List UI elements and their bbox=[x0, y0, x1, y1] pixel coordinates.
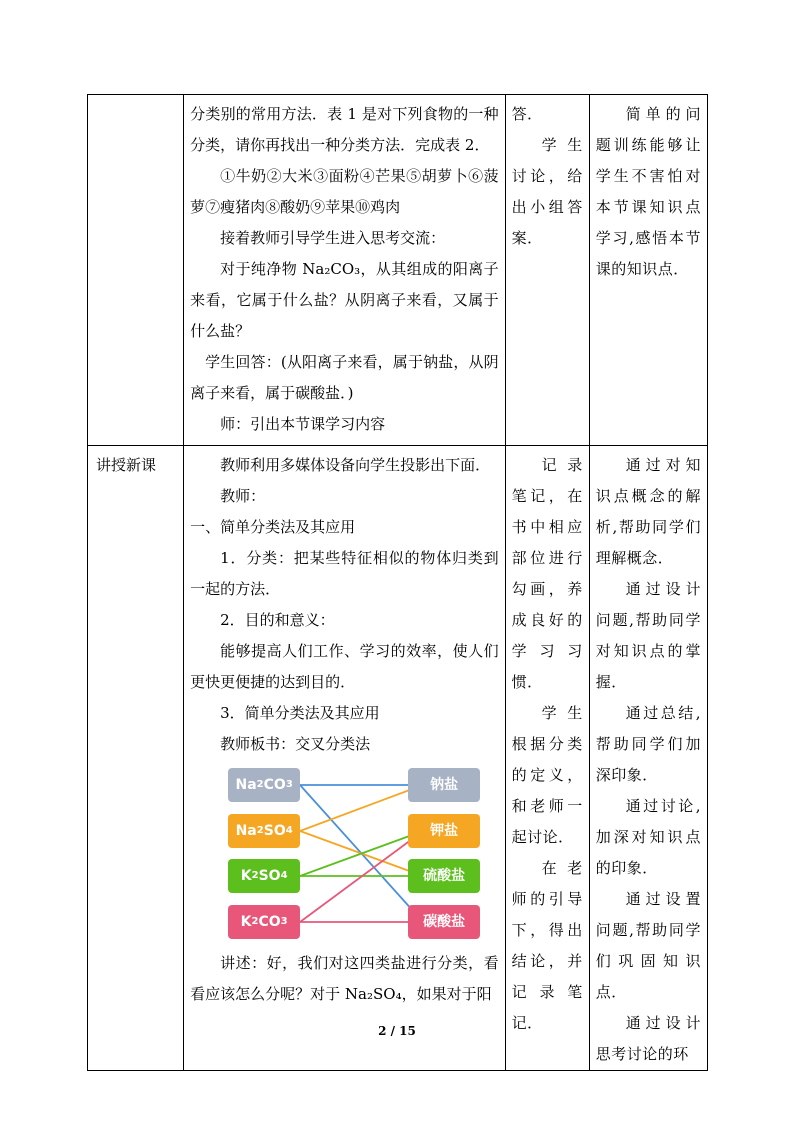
stage-label: 讲授新课 bbox=[96, 456, 157, 474]
student-text: 记录笔记，在书中相应部位进行勾画，养成良好的学习习惯． bbox=[511, 456, 583, 691]
intent-text: 简单的问题训练能够让学生不害怕对本节课知识点学习,感悟本节课的知识点． bbox=[595, 105, 701, 278]
student-text: 答． bbox=[511, 105, 543, 123]
content-text: 教师： bbox=[220, 487, 266, 505]
intent-text: 通过总结,帮助同学们加深印象． bbox=[595, 704, 701, 784]
table-row bbox=[88, 446, 708, 1071]
k2co3-box: K 2 CO 3 bbox=[228, 905, 300, 939]
content-text: 能够提高人们工作、学习的效率，使人们更快更便捷的达到目的． bbox=[190, 642, 499, 691]
student-text: 学生讨论，给出小组答案． bbox=[511, 136, 583, 247]
table-row bbox=[88, 95, 708, 446]
line-na2so4-sodium bbox=[300, 785, 423, 831]
student-activity-cell bbox=[505, 95, 589, 446]
content-text: 1．分类：把某些特征相似的物体归类到一起的方法． bbox=[190, 549, 499, 598]
intent-text: 通过设置问题,帮助同学们巩固知识点． bbox=[595, 890, 701, 1001]
food-list: ①牛奶②大米③面粉④芒果⑤胡萝卜⑥菠萝⑦瘦猪肉⑧酸奶⑨苹果⑩鸡肉 bbox=[190, 167, 499, 216]
content-text: 2．目的和意义： bbox=[220, 611, 335, 629]
content-text: 讲述：好，我们对这四类盐进行分类，看看应该怎么分呢？对于 Na₂SO₄，如果对于阳 bbox=[190, 954, 499, 1003]
student-text: 学生根据分类的定义，和老师一起讨论． bbox=[511, 704, 583, 846]
intent-text: 通过设计问题,帮助同学对知识点的掌握． bbox=[595, 580, 701, 691]
k2so4-box: K 2 SO 4 bbox=[228, 859, 300, 893]
student-answer-text: 学生回答：(从阳离子来看，属于钠盐，从阴离子来看，属于碳酸盐．) bbox=[190, 353, 499, 402]
page-number: 2 / 15 bbox=[378, 1024, 416, 1038]
na2co3-box: Na 2 CO 3 bbox=[228, 768, 300, 802]
stage-cell bbox=[88, 446, 184, 1071]
intent-text: 通过讨论,加深对知识点的印象． bbox=[595, 797, 701, 877]
question-text: 对于纯净物 Na₂CO₃，从其组成的阳离子来看，它属于什么盐？从阴离子来看，又属于什么盐？ bbox=[190, 260, 499, 340]
sulfate-salt-box: 硫酸盐 bbox=[408, 859, 480, 893]
content-text: 师：引出本节课学习内容 bbox=[220, 415, 386, 433]
na2so4-box: Na 2 SO 4 bbox=[228, 814, 300, 848]
content-text: 教师板书：交叉分类法 bbox=[220, 735, 371, 753]
content-text: 接着教师引导学生进入思考交流： bbox=[220, 229, 446, 247]
cross-classification-diagram bbox=[218, 764, 498, 944]
teacher-activity-cell bbox=[184, 95, 506, 446]
intent-text: 通过设计思考讨论的环 bbox=[595, 1014, 701, 1063]
potassium-salt-box: 钾盐 bbox=[408, 814, 480, 848]
stage-cell bbox=[88, 95, 184, 446]
intent-text: 通过对知识点概念的解析,帮助同学们理解概念． bbox=[595, 456, 701, 567]
section-heading: 一、简单分类法及其应用 bbox=[190, 518, 356, 536]
content-text: 分类别的常用方法．表 1 是对下列食物的一种分类，请你再找出一种分类方法．完成表 2． bbox=[190, 105, 499, 154]
carbonate-salt-box: 碳酸盐 bbox=[408, 905, 480, 939]
lesson-plan-table bbox=[87, 94, 708, 1071]
design-intent-cell bbox=[589, 446, 707, 1071]
student-text: 在老师的引导下，得出结论，并记录笔记． bbox=[511, 859, 583, 1032]
sodium-salt-box: 钠盐 bbox=[408, 768, 480, 802]
teacher-activity-cell bbox=[184, 446, 506, 1071]
content-text: 教师利用多媒体设备向学生投影出下面． bbox=[220, 456, 491, 474]
student-activity-cell bbox=[505, 446, 589, 1071]
design-intent-cell bbox=[589, 95, 707, 446]
content-text: 3．简单分类法及其应用 bbox=[220, 704, 380, 722]
